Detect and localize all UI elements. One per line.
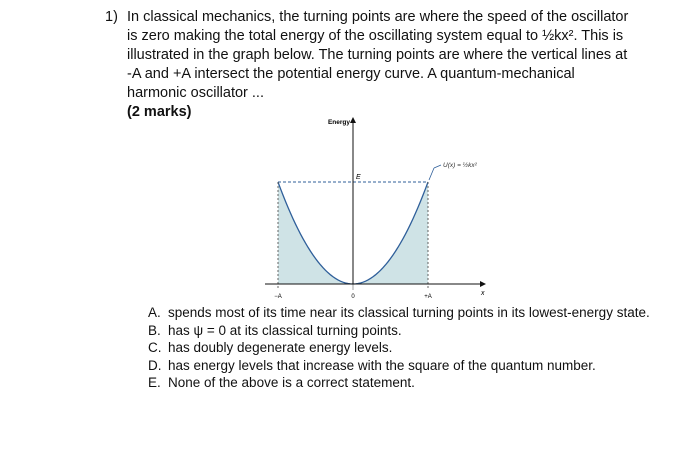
question-line: harmonic oscillator ...: [127, 85, 264, 101]
question-number: 1): [105, 9, 118, 25]
curve-label-pointer: [429, 165, 441, 180]
question-marks: (2 marks): [127, 104, 192, 120]
option-text: has energy levels that increase with the square of the quantum number.: [168, 357, 596, 373]
option-text: has doubly degenerate energy levels.: [168, 340, 393, 355]
question-line: -A and +A intersect the potential energy curve. A quantum-mechanical: [127, 66, 575, 82]
potential-energy-chart: [255, 112, 495, 302]
question-line: illustrated in the graph below. The turning points are where the vertical lines at: [127, 47, 628, 63]
option-text: None of the above is a correct statement.: [168, 375, 415, 390]
option-letter: E.: [148, 375, 161, 390]
answer-options: [148, 304, 693, 392]
curve-label: U(x) = ½kx²: [443, 162, 477, 169]
tick-label-zero: 0: [351, 294, 355, 300]
option-letter: D.: [148, 357, 162, 373]
option-letter: C.: [148, 340, 162, 355]
x-axis-symbol: x: [481, 290, 485, 297]
option-letter: A.: [148, 305, 161, 320]
option-c[interactable]: [148, 339, 693, 357]
option-d[interactable]: [148, 357, 693, 375]
option-e[interactable]: [148, 374, 693, 392]
question-text: [127, 8, 693, 122]
y-axis-label: Energy: [327, 119, 350, 126]
tick-label-plus-a: +A: [424, 294, 432, 300]
energy-label: E: [356, 174, 361, 181]
question-line: is zero making the total energy of the oscillating system equal to ½kx². This is: [127, 28, 624, 44]
option-letter: B.: [148, 322, 161, 338]
potential-energy-figure: [255, 112, 495, 307]
option-text: spends most of its time near its classical turning points in its lowest-energy state.: [168, 305, 650, 320]
option-b[interactable]: [148, 322, 693, 340]
option-a[interactable]: [148, 304, 693, 322]
tick-label-minus-a: −A: [274, 294, 282, 300]
question-line: In classical mechanics, the turning points are where the speed of the oscillator: [127, 9, 629, 25]
option-text: has ψ = 0 at its classical turning points.: [168, 322, 402, 338]
